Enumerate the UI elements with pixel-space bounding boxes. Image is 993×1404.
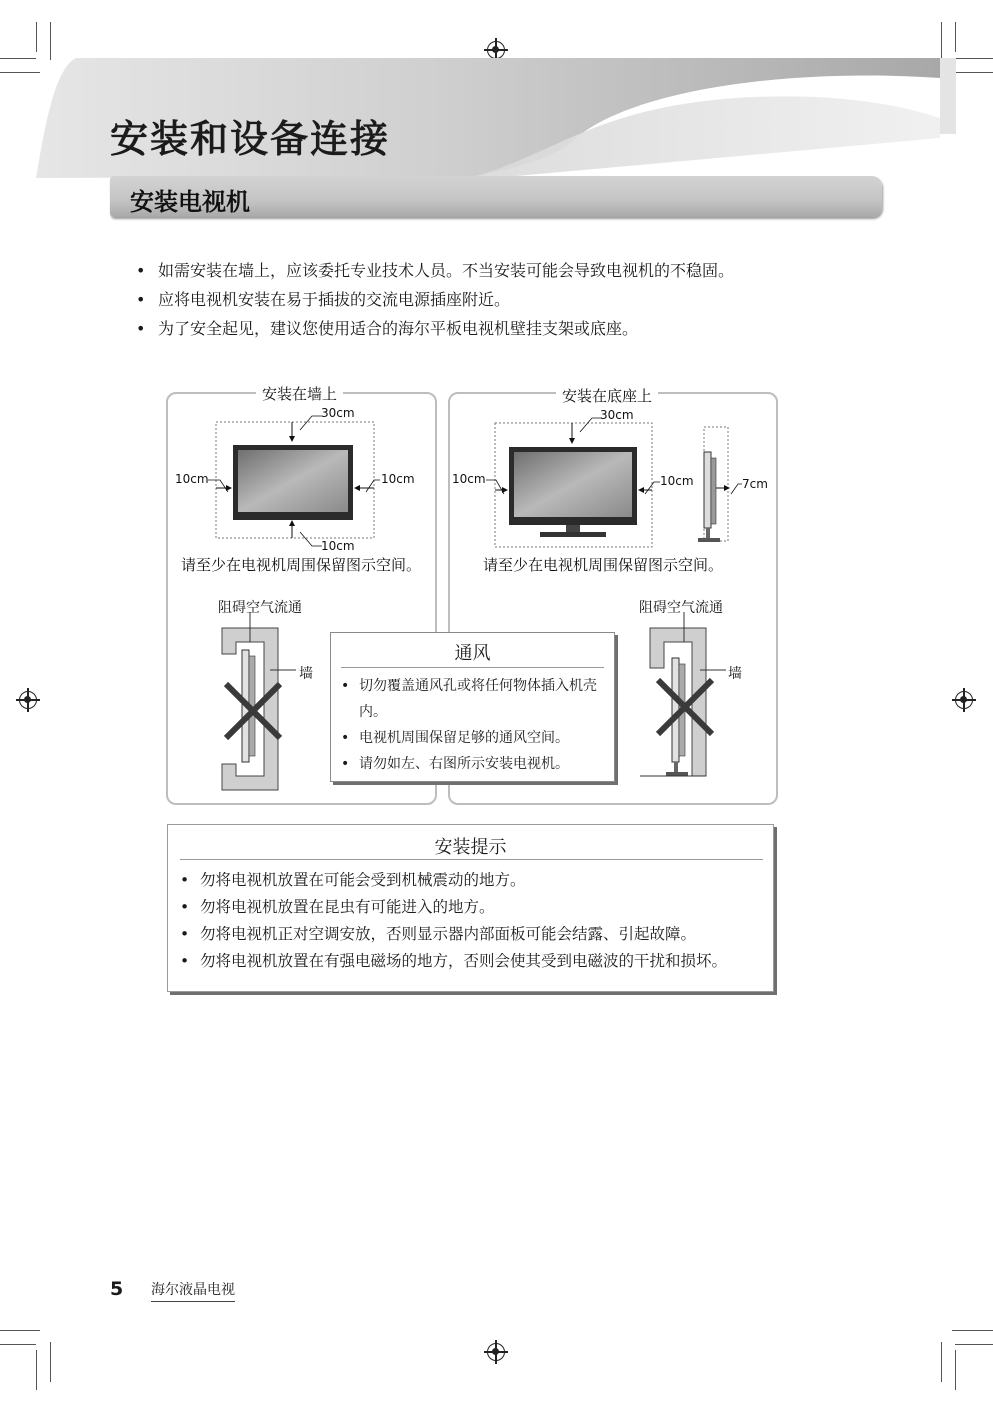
ventilation-list [341,673,606,777]
ventilation-box [330,632,615,782]
clearance-top-label: 30cm [600,408,634,422]
wall-mount-title: 安装在墙上 [256,383,343,404]
installation-tips-box [167,824,774,992]
clearance-right-label: 10cm [381,472,415,486]
tv-side-icon [704,452,711,528]
wall-label: 墙 [299,666,313,682]
tips-list [180,867,770,975]
blocked-airflow-label: 阻碍空气流通 [218,600,302,616]
clearance-bottom-label: 10cm [321,539,355,553]
stand-mount-title: 安装在底座上 [556,385,658,406]
section-title: 安装电视机 [130,188,250,216]
list-item: • 勿将电视机放置在有强电磁场的地方，否则会使其受到电磁波的干扰和损坏。 [180,948,770,975]
clearance-top-label: 30cm [321,406,355,420]
list-item: • 切勿覆盖通风孔或将任何物体插入机壳内。 [341,673,606,725]
wall-label: 墙 [728,666,742,682]
list-item: • 如需安装在墙上，应该委托专业技术人员。不当安装可能会导致电视机的不稳固。 [136,256,896,285]
list-item: • 请勿如左、右图所示安装电视机。 [341,751,606,777]
list-item: • 为了安全起见，建议您使用适合的海尔平板电视机壁挂支架或底座。 [136,314,896,343]
list-item: • 勿将电视机放置在昆虫有可能进入的地方。 [180,894,770,921]
divider [180,859,763,860]
stand-caption: 请至少在电视机周围保留图示空间。 [483,556,724,574]
page-number: 5 [110,1278,124,1300]
tips-title: 安装提示 [434,837,507,858]
list-item: • 电视机周围保留足够的通风空间。 [341,725,606,751]
list-item: • 勿将电视机正对空调安放，否则显示器内部面板可能会结露、引起故障。 [180,921,770,948]
clearance-right-label: 10cm [660,474,694,488]
blocked-airflow-label: 阻碍空气流通 [639,600,723,616]
ventilation-title: 通风 [454,643,491,664]
clearance-left-label: 10cm [175,472,209,486]
clearance-left-label: 10cm [452,472,486,486]
clearance-side-label: 7cm [742,477,768,491]
page-title: 安装和设备连接 [110,117,391,161]
footer-brand: 海尔液晶电视 [151,1279,235,1302]
list-item: • 勿将电视机放置在可能会受到机械震动的地方。 [180,867,770,894]
divider [341,667,604,668]
wall-caption: 请至少在电视机周围保留图示空间。 [181,556,422,574]
list-item: • 应将电视机安装在易于插拔的交流电源插座附近。 [136,285,896,314]
